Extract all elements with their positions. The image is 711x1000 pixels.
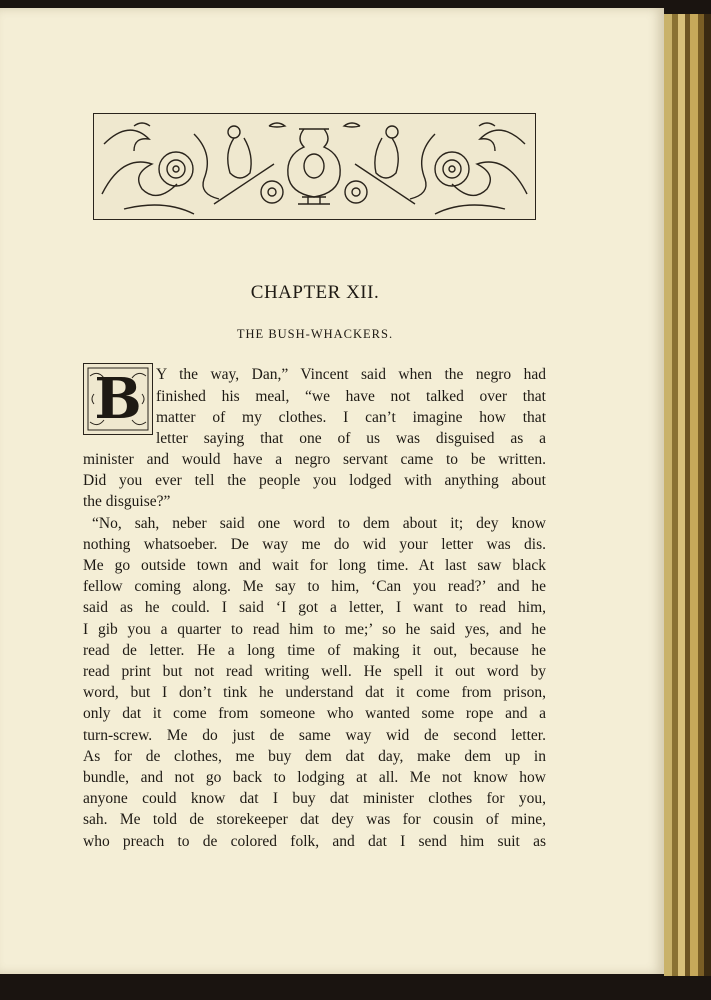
decorated-drop-cap xyxy=(83,363,153,435)
ornamental-headpiece xyxy=(93,113,536,220)
text-line: turn-screw. Me do just de same way wid de second letter. xyxy=(83,727,546,744)
drop-cap-letter: B xyxy=(94,366,142,432)
ornament-illustration xyxy=(94,114,535,219)
page-edge xyxy=(664,14,672,976)
text-line: nothing whatsoeber. De way me do wid your letter was dis. xyxy=(83,536,546,553)
text-line: word, but I don’t tink he understand dat it come from prison, xyxy=(83,684,546,701)
text-line: anyone could know dat I buy dat minister clothes for you, xyxy=(83,790,546,807)
text-line: fellow coming along. Me say to him, ‘Can you read?’ and he xyxy=(83,578,546,595)
text-line: the disguise?” xyxy=(83,493,171,510)
text-line: finished his meal, “we have not talked over that xyxy=(156,388,546,405)
chapter-title: CHAPTER XII. xyxy=(250,282,380,303)
text-line: Y the way, Dan,” Vincent said when the negro had xyxy=(156,366,546,383)
text-line: read print but not read writing well. He spell it out word by xyxy=(83,663,546,680)
text-line: bundle, and not go back to lodging at all. Me not know how xyxy=(83,769,546,786)
page-edge xyxy=(678,14,685,976)
chapter-subtitle: THE BUSH-WHACKERS. xyxy=(236,327,394,341)
page-edge xyxy=(690,14,698,976)
text-line: who preach to de colored folk, and dat I send him suit as xyxy=(83,833,546,850)
text-line: As for de clothes, me buy dem dat day, make dem up in xyxy=(83,748,546,765)
text-line: said as he could. I said ‘I got a letter, I want to read him, xyxy=(83,599,546,616)
text-line: minister and would have a negro servant came to be written. xyxy=(83,451,546,468)
text-line: Me go outside town and wait for long time. At last saw black xyxy=(83,557,546,574)
text-line: matter of my clothes. I can’t imagine how that xyxy=(156,409,546,426)
text-line: sah. Me told de storekeeper dat dey was for cousin of mine, xyxy=(83,811,546,828)
text-line: Did you ever tell the people you lodged with anything about xyxy=(83,472,546,489)
text-line: I gib you a quarter to read him to me;’ so he said yes, and he xyxy=(83,621,546,638)
page-edge xyxy=(704,14,711,976)
text-line: letter saying that one of us was disguised as a xyxy=(156,430,546,447)
text-line: only dat it come from someone who wanted some rope and a xyxy=(83,705,546,722)
text-line: read de letter. He a long time of making it out, because he xyxy=(83,642,546,659)
text-line: “No, sah, neber said one word to dem about it; dey know xyxy=(92,515,546,532)
